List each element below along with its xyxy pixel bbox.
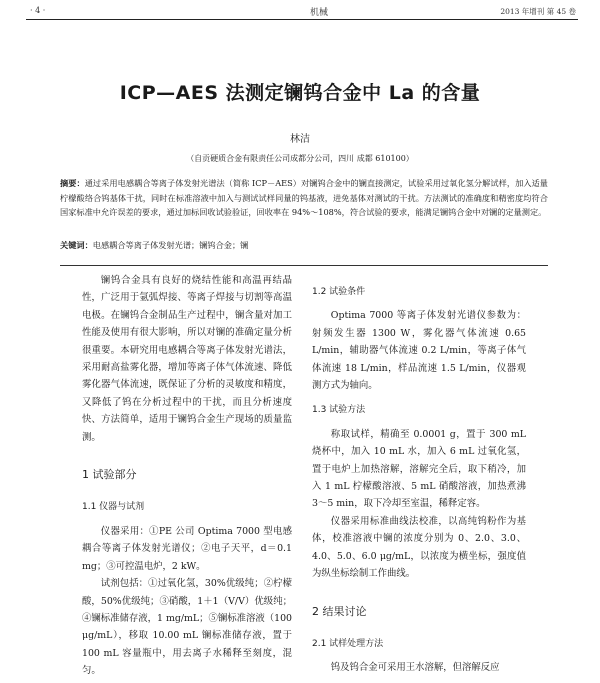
subsection-heading: 2.1 试样处理方法	[312, 638, 384, 649]
treatment-paragraph: 钨及钨合金可采用王水溶解，但溶解反应	[330, 662, 500, 674]
header-rule	[26, 19, 578, 20]
section-heading: 2 结果讨论	[312, 604, 367, 618]
section-heading: 1 试验部分	[82, 468, 137, 482]
instruments-paragraph: 仪器采用：①PE 公司 Optima 7000 型电感耦合等离子体发射光谱仪；②电子天平，d＝0.1 mg；③可控温电炉，2 kW。	[82, 525, 292, 572]
journal-name: 机械	[310, 8, 329, 18]
abstract-separator	[60, 265, 548, 266]
subsection-heading: 1.2 试验条件	[312, 287, 366, 297]
abstract	[60, 176, 548, 220]
affiliation: （自贡硬质合金有限责任公司成都分公司，四川 成都 610100）	[186, 154, 414, 163]
subsection-heading: 1.1 仪器与试剂	[82, 502, 145, 513]
keywords-label: 关键词：	[60, 240, 93, 250]
abstract-label: 摘要：	[60, 178, 85, 188]
keywords	[60, 238, 548, 252]
subsection-heading: 1.3 试验方法	[312, 405, 366, 416]
conditions-paragraph: Optima 7000 等离子体发射光谱仪参数为：射频发生器 1300 W，雾化器气体流速 0.65 L/min，辅助器气体流速 0.2 L/min，等离子体气体流速 18 L/min，样品流速 1.5 L/min，仪器观测方式为轴向。	[312, 310, 526, 392]
page-number: · 4 ·	[30, 6, 46, 15]
intro-paragraph: 镧钨合金具有良好的烧结性能和高温再结晶性，广泛用于氩弧焊接、等离子焊接与切割等高温电极。在镧钨合金制品生产过程中，镧含量对加工性能及使用有很大影响，所以对镧的准确定量分析很重要。本研究用电感耦合等离子体发射光谱法，采用耐高盐雾化器，增加等离子体气体流速、降低雾化器气体流速，既保证了分析的灵敏度和精度，又降低了钨在分析过程中的干扰，而且分析速度快、方法简单，适用于镧钨合金生产现场的质量监测。	[82, 275, 292, 443]
article-title: ICP—AES 法测定镧钨合金中 La 的含量	[119, 82, 481, 104]
keywords-text: 电感耦合等离子体发射光谱；镧钨合金；镧	[92, 240, 249, 250]
calibration-paragraph: 仪器采用标准曲线法校准，以高纯钨粉作为基体，校准溶液中镧的浓度分别为 0、2.0、3.0、4.0、5.0、6.0 μg/mL，以浓度为横坐标，强度值为纵坐标绘制工作曲线。	[312, 515, 526, 580]
abstract-text: 通过采用电感耦合等离子体发射光谱法（简称 ICP－AES）对镧钨合金中的镧直接测定，试验采用过氧化氢分解试样，加入适量柠檬酸络合钨基体干扰，同时在标准溶液中加入与测试试样同量的钨基液，进免基体对测试的干扰。方法测试的准确度和精密度均符合国家标准中允许误差的要求，通过加标回收试验验证，回收率在 94%～108%，符合试验的要求，能满足镧钨合金中对镧的定量测定。	[60, 178, 548, 217]
author: 林洁	[290, 134, 310, 145]
right-column	[312, 284, 526, 677]
running-header	[26, 4, 578, 18]
issue-info: 2013 年增刊 第 45 卷	[500, 7, 576, 16]
method-paragraph: 称取试样，精确至 0.0001 g，置于 300 mL 烧杯中，加入 10 mL 水，加入 6 mL 过氧化氢，置于电炉上加热溶解，溶解完全后，取下稍冷，加入 1 mL 柠檬酸溶液、5 mL 硝酸溶液，加热煮沸 3～5 min，取下冷却至室温，稀释定容。	[312, 428, 526, 510]
reagents-paragraph: 试剂包括：①过氧化氢，30%优级纯；②柠檬酸，50%优级纯；③硝酸，1＋1（V/V）优级纯；④镧标准储存液，1 mg/mL；⑤镧标准溶液（100 μg/mL），移取 10.00 mL 镧标准储存液，置于 100 mL 容量瓶中，用去离子水稀释至刻度，混匀。	[82, 578, 293, 677]
left-column	[82, 272, 292, 680]
